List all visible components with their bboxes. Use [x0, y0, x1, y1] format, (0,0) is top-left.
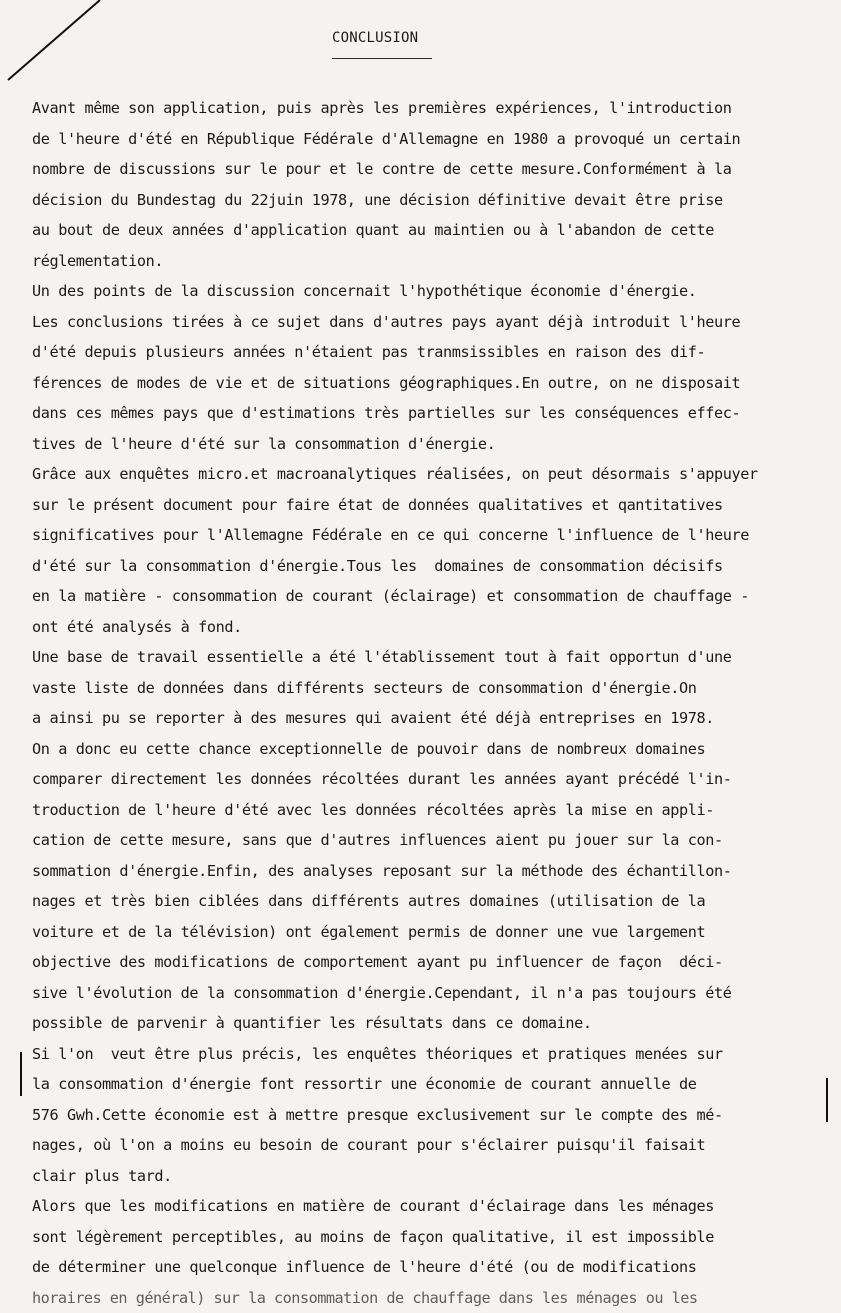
text-line: horaires en général) sur la consommation de chauffage dans les ménages ou les [32, 1283, 832, 1313]
text-line: Si l'on veut être plus précis, les enquêtes théoriques et pratiques menées sur [32, 1039, 832, 1070]
text-line: nages, où l'on a moins eu besoin de courant pour s'éclairer puisqu'il faisait [32, 1130, 832, 1161]
document-body [32, 93, 832, 1313]
text-line: ont été analysés à fond. [32, 612, 832, 643]
text-line: Une base de travail essentielle a été l'établissement tout à fait opportun d'une [32, 642, 832, 673]
text-line: de l'heure d'été en République Fédérale d'Allemagne en 1980 a provoqué un certain [32, 124, 832, 155]
text-line: d'été depuis plusieurs années n'étaient pas tranmsissibles en raison des dif- [32, 337, 832, 368]
title-underline [332, 58, 432, 59]
text-line: significatives pour l'Allemagne Fédérale en ce qui concerne l'influence de l'heure [32, 520, 832, 551]
text-line: Grâce aux enquêtes micro.et macroanalytiques réalisées, on peut désormais s'appuyer [32, 459, 832, 490]
text-line: Alors que les modifications en matière de courant d'éclairage dans les ménages [32, 1191, 832, 1222]
margin-mark-left [20, 1052, 22, 1096]
text-line: tives de l'heure d'été sur la consommation d'énergie. [32, 429, 832, 460]
text-line: d'été sur la consommation d'énergie.Tous les domaines de consommation décisifs [32, 551, 832, 582]
text-line: Les conclusions tirées à ce sujet dans d'autres pays ayant déjà introduit l'heure [32, 307, 832, 338]
text-line: On a donc eu cette chance exceptionnelle de pouvoir dans de nombreux domaines [32, 734, 832, 765]
text-line: voiture et de la télévision) ont également permis de donner une vue largement [32, 917, 832, 948]
text-line: a ainsi pu se reporter à des mesures qui avaient été déjà entreprises en 1978. [32, 703, 832, 734]
text-line: dans ces mêmes pays que d'estimations très partielles sur les conséquences effec- [32, 398, 832, 429]
text-line: Un des points de la discussion concernait l'hypothétique économie d'énergie. [32, 276, 832, 307]
text-line: nages et très bien ciblées dans différents autres domaines (utilisation de la [32, 886, 832, 917]
text-line: au bout de deux années d'application quant au maintien ou à l'abandon de cette [32, 215, 832, 246]
text-line: comparer directement les données récoltées durant les années ayant précédé l'in- [32, 764, 832, 795]
text-line: Avant même son application, puis après les premières expériences, l'introduction [32, 93, 832, 124]
text-line: sur le présent document pour faire état de données qualitatives et qantitatives [32, 490, 832, 521]
text-line: en la matière - consommation de courant (éclairage) et consommation de chauffage - [32, 581, 832, 612]
text-line: réglementation. [32, 246, 832, 277]
margin-mark-right [826, 1078, 828, 1122]
text-line: sommation d'énergie.Enfin, des analyses reposant sur la méthode des échantillon- [32, 856, 832, 887]
text-line: sive l'évolution de la consommation d'énergie.Cependant, il n'a pas toujours été [32, 978, 832, 1009]
text-line: de déterminer une quelconque influence de l'heure d'été (ou de modifications [32, 1252, 832, 1283]
text-line: la consommation d'énergie font ressortir une économie de courant annuelle de [32, 1069, 832, 1100]
text-line: possible de parvenir à quantifier les résultats dans ce domaine. [32, 1008, 832, 1039]
corner-fold-mark [0, 0, 110, 90]
text-line: objective des modifications de comportement ayant pu influencer de façon déci- [32, 947, 832, 978]
text-line: sont légèrement perceptibles, au moins de façon qualitative, il est impossible [32, 1222, 832, 1253]
text-line: clair plus tard. [32, 1161, 832, 1192]
text-line: troduction de l'heure d'été avec les données récoltées après la mise en appli- [32, 795, 832, 826]
text-line: vaste liste de données dans différents secteurs de consommation d'énergie.On [32, 673, 832, 704]
text-line: férences de modes de vie et de situations géographiques.En outre, on ne disposait [32, 368, 832, 399]
text-line: nombre de discussions sur le pour et le contre de cette mesure.Conformément à la [32, 154, 832, 185]
document-title: CONCLUSION [332, 30, 418, 46]
text-line: cation de cette mesure, sans que d'autres influences aient pu jouer sur la con- [32, 825, 832, 856]
text-line: décision du Bundestag du 22juin 1978, une décision définitive devait être prise [32, 185, 832, 216]
text-line: 576 Gwh.Cette économie est à mettre presque exclusivement sur le compte des mé- [32, 1100, 832, 1131]
